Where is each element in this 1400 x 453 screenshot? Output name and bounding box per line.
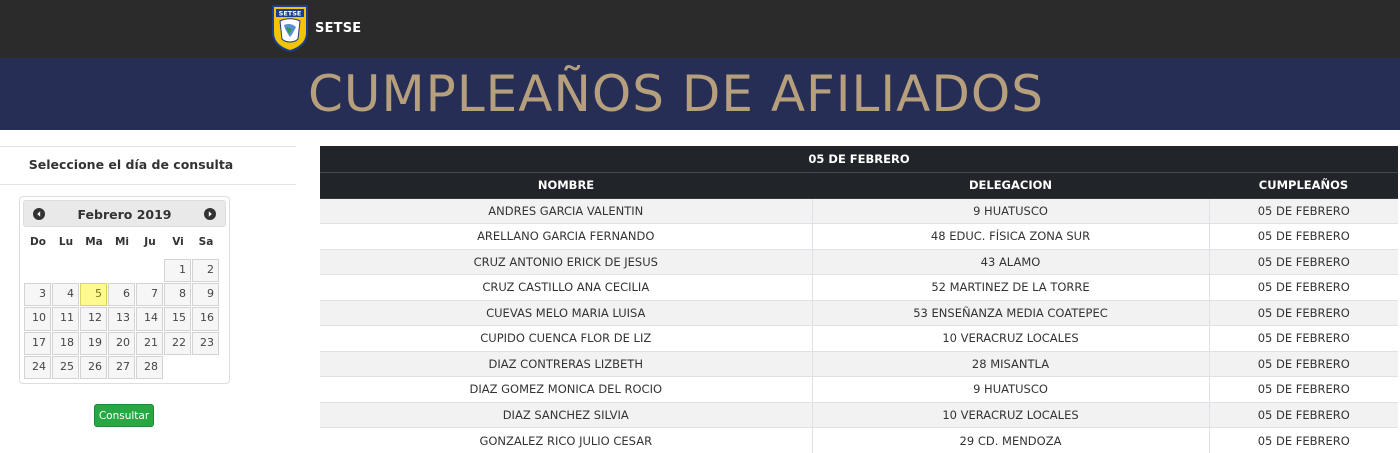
top-navbar bbox=[0, 0, 1400, 58]
calendar-day[interactable]: 10 bbox=[24, 307, 51, 330]
calendar-day[interactable]: 21 bbox=[136, 332, 163, 355]
birthday-cell: 05 DE FEBRERO bbox=[1209, 428, 1398, 453]
member-name-cell: CUEVAS MELO MARIA LUISA bbox=[320, 300, 812, 326]
table-row bbox=[320, 377, 1398, 403]
weekday-label: Ju bbox=[136, 232, 164, 252]
delegation-cell: 28 MISANTLA bbox=[812, 351, 1209, 377]
calendar-weekday-row bbox=[24, 232, 226, 252]
calendar-day[interactable]: 6 bbox=[108, 283, 135, 306]
delegation-cell: 43 ALAMO bbox=[812, 249, 1209, 275]
birthdays-table-container bbox=[320, 146, 1398, 453]
member-name-cell: CUPIDO CUENCA FLOR DE LIZ bbox=[320, 326, 812, 352]
birthday-cell: 05 DE FEBRERO bbox=[1209, 326, 1398, 352]
calendar-day[interactable]: 20 bbox=[108, 332, 135, 355]
weekday-label: Mi bbox=[108, 232, 136, 252]
page-title: CUMPLEAÑOS DE AFILIADOS bbox=[0, 64, 1352, 124]
table-row bbox=[320, 249, 1398, 275]
member-name-cell: DIAZ SANCHEZ SILVIA bbox=[320, 402, 812, 428]
table-column-header-row bbox=[320, 172, 1398, 198]
calendar-day[interactable]: 27 bbox=[108, 356, 135, 379]
table-row bbox=[320, 275, 1398, 301]
weekday-label: Ma bbox=[80, 232, 108, 252]
calendar-day[interactable]: 13 bbox=[108, 307, 135, 330]
calendar-empty-cell bbox=[80, 259, 107, 282]
calendar-day[interactable]: 4 bbox=[52, 283, 79, 306]
brand-name[interactable]: SETSE bbox=[315, 21, 361, 36]
table-row bbox=[320, 351, 1398, 377]
birthday-cell: 05 DE FEBRERO bbox=[1209, 275, 1398, 301]
weekday-label: Do bbox=[24, 232, 52, 252]
birthday-cell: 05 DE FEBRERO bbox=[1209, 377, 1398, 403]
calendar-day[interactable]: 28 bbox=[136, 356, 163, 379]
calendar-day[interactable]: 8 bbox=[164, 283, 191, 306]
page-hero bbox=[0, 58, 1400, 130]
delegation-cell: 52 MARTINEZ DE LA TORRE bbox=[812, 275, 1209, 301]
delegation-cell: 9 HUATUSCO bbox=[812, 377, 1209, 403]
member-name-cell: ANDRES GARCIA VALENTIN bbox=[320, 198, 812, 224]
calendar-day-grid bbox=[24, 259, 226, 380]
delegation-cell: 48 EDUC. FÍSICA ZONA SUR bbox=[812, 224, 1209, 250]
member-name-cell: ARELLANO GARCIA FERNANDO bbox=[320, 224, 812, 250]
table-row bbox=[320, 428, 1398, 453]
calendar-day[interactable]: 9 bbox=[192, 283, 219, 306]
birthdays-table bbox=[320, 146, 1398, 453]
calendar-day[interactable]: 18 bbox=[52, 332, 79, 355]
table-row bbox=[320, 198, 1398, 224]
calendar-day-selected[interactable]: 5 bbox=[80, 283, 107, 306]
calendar-day[interactable]: 19 bbox=[80, 332, 107, 355]
calendar-empty-cell bbox=[108, 259, 135, 282]
table-row bbox=[320, 300, 1398, 326]
calendar-day[interactable]: 25 bbox=[52, 356, 79, 379]
calendar-day[interactable]: 12 bbox=[80, 307, 107, 330]
table-row bbox=[320, 326, 1398, 352]
weekday-label: Vi bbox=[164, 232, 192, 252]
birthday-cell: 05 DE FEBRERO bbox=[1209, 198, 1398, 224]
member-name-cell: CRUZ ANTONIO ERICK DE JESUS bbox=[320, 249, 812, 275]
calendar-day[interactable]: 1 bbox=[164, 259, 191, 282]
calendar-day[interactable]: 14 bbox=[136, 307, 163, 330]
logo-text: SETSE bbox=[279, 10, 302, 18]
birthday-cell: 05 DE FEBRERO bbox=[1209, 300, 1398, 326]
table-body bbox=[320, 198, 1398, 453]
calendar-day[interactable]: 26 bbox=[80, 356, 107, 379]
delegation-cell: 29 CD. MENDOZA bbox=[812, 428, 1209, 453]
table-date-heading: 05 DE FEBRERO bbox=[320, 146, 1398, 172]
birthday-cell: 05 DE FEBRERO bbox=[1209, 402, 1398, 428]
calendar-empty-cell bbox=[24, 259, 51, 282]
column-header: NOMBRE bbox=[320, 172, 812, 198]
calendar-month-title: Febrero 2019 bbox=[24, 207, 225, 222]
calendar-day[interactable]: 11 bbox=[52, 307, 79, 330]
weekday-label: Lu bbox=[52, 232, 80, 252]
weekday-label: Sa bbox=[192, 232, 220, 252]
table-row bbox=[320, 402, 1398, 428]
birthday-cell: 05 DE FEBRERO bbox=[1209, 351, 1398, 377]
calendar-header bbox=[23, 200, 226, 227]
column-header: CUMPLEAÑOS bbox=[1209, 172, 1398, 198]
calendar-day[interactable]: 15 bbox=[164, 307, 191, 330]
calendar-day[interactable]: 7 bbox=[136, 283, 163, 306]
date-picker-calendar bbox=[19, 196, 230, 384]
birthday-cell: 05 DE FEBRERO bbox=[1209, 249, 1398, 275]
delegation-cell: 10 VERACRUZ LOCALES bbox=[812, 402, 1209, 428]
consultar-button[interactable]: Consultar bbox=[94, 404, 154, 427]
delegation-cell: 9 HUATUSCO bbox=[812, 198, 1209, 224]
column-header: DELEGACION bbox=[812, 172, 1209, 198]
calendar-day[interactable]: 16 bbox=[192, 307, 219, 330]
calendar-day[interactable]: 23 bbox=[192, 332, 219, 355]
delegation-cell: 10 VERACRUZ LOCALES bbox=[812, 326, 1209, 352]
calendar-next-month-icon[interactable] bbox=[203, 207, 217, 221]
delegation-cell: 53 ENSEÑANZA MEDIA COATEPEC bbox=[812, 300, 1209, 326]
birthday-cell: 05 DE FEBRERO bbox=[1209, 224, 1398, 250]
calendar-day[interactable]: 3 bbox=[24, 283, 51, 306]
member-name-cell: DIAZ CONTRERAS LIZBETH bbox=[320, 351, 812, 377]
member-name-cell: GONZALEZ RICO JULIO CESAR bbox=[320, 428, 812, 453]
calendar-day[interactable]: 22 bbox=[164, 332, 191, 355]
member-name-cell: DIAZ GOMEZ MONICA DEL ROCIO bbox=[320, 377, 812, 403]
calendar-empty-cell bbox=[52, 259, 79, 282]
member-name-cell: CRUZ CASTILLO ANA CECILIA bbox=[320, 275, 812, 301]
sidebar-bottom-divider bbox=[0, 184, 296, 185]
calendar-day[interactable]: 17 bbox=[24, 332, 51, 355]
setse-logo-icon[interactable] bbox=[270, 3, 310, 53]
calendar-day[interactable]: 2 bbox=[192, 259, 219, 282]
calendar-empty-cell bbox=[136, 259, 163, 282]
calendar-day[interactable]: 24 bbox=[24, 356, 51, 379]
table-row bbox=[320, 224, 1398, 250]
sidebar-top-divider bbox=[0, 146, 296, 147]
sidebar-heading: Seleccione el día de consulta bbox=[0, 157, 262, 172]
